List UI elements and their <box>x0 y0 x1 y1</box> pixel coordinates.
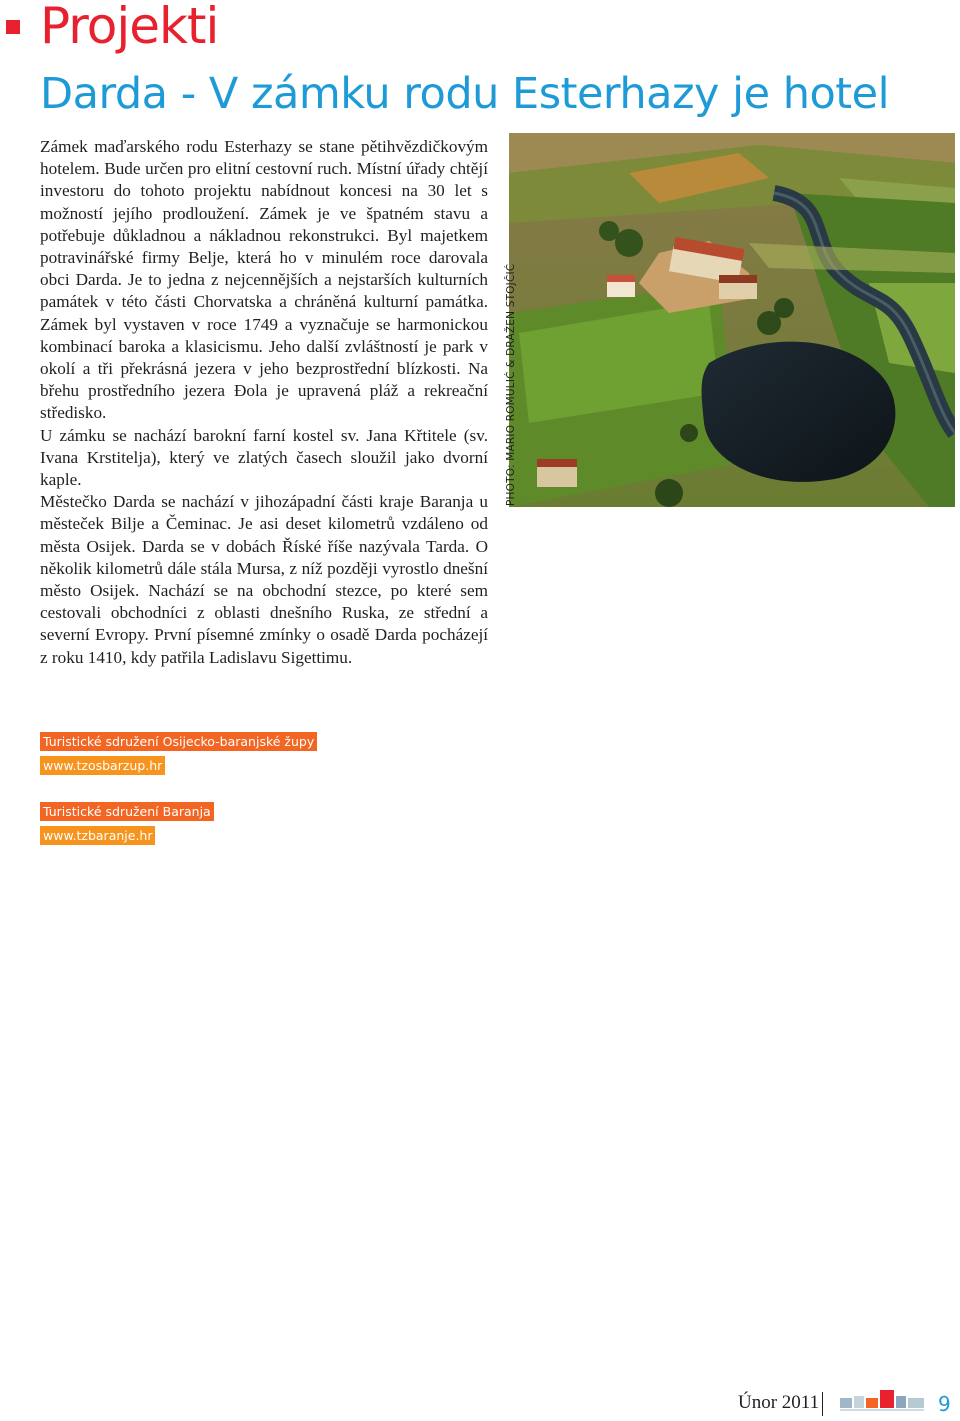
article-body <box>40 136 488 669</box>
photo-credit: PHOTO: MARIO ROMULIĆ & DRAŽEN STOJČIĆ <box>505 263 517 506</box>
article-paragraph: U zámku se nachází barokní farní kostel sv. Jana Křtitele (sv. Ivana Krstitelja), který ve zlatých časech sloužil jako dvorní kaple. <box>40 425 488 490</box>
contact-url-link[interactable]: www.tzbaranje.hr <box>40 826 155 845</box>
contact-name: Turistické sdružení Baranja <box>40 802 214 821</box>
contact-name: Turistické sdružení Osijecko-baranjské župy <box>40 732 317 751</box>
article-paragraph: Městečko Darda se nachází v jihozápadní části kraje Baranja u městeček Bilje a Čeminac. Je asi deset kilometrů vzdáleno od města Osijek. Darda se v dobách Říské říše nazývala Tarda. O několik kilometrů dále stála Mursa, z níž později vyrostlo dnešní město Osijek. Nachází se na obchodní stezce, po které sem cestovali obchodníci z oblasti dnešního Ruska, ze střední a severní Evropy. První písemné zmínky o osadě Darda pocházejí z roku 1410, kdy patřila Ladislavu Sigettimu. <box>40 492 488 667</box>
article-paragraph: Zámek maďarského rodu Esterhazy se stane pětihvězdičkovým hotelem. Bude určen pro elitní cestovní ruch. Místní úřady chtějí investoru do tohoto projektu nabídnout koncesi na 30 let s možností jejího prodloužení. Zámek je ve špatném stavu a potřebuje důkladnou a nákladnou rekonstrukci. Byl majetkem potravinářské firmy Belje, která ho v minulém roce darovala obci Darda. Je to jedna z nejcennějších a nejstarších kulturních památek v této části Chorvatska a chráněná kulturní památka. Zámek byl vystaven v roce 1749 a vyznačuje se harmonickou kombinací baroka a klasicismu. Jeho další zvláštností je park v okolí a tři překrásná jezera v jeho bezprostřední blízkosti. Na břehu prostředního jezera Đola je upravená pláž a rekreační středisko. <box>40 137 488 423</box>
page-number: 9 <box>938 1392 951 1416</box>
magazine-logo <box>836 1384 932 1421</box>
article-title: Darda - V zámku rodu Esterhazy je hotel <box>40 69 890 119</box>
aerial-photo <box>509 133 955 507</box>
section-title: Projekti <box>40 0 219 55</box>
issue-date: Únor 2011 <box>738 1392 820 1413</box>
contact-block <box>40 732 317 775</box>
contact-block <box>40 802 214 845</box>
section-marker <box>6 20 20 34</box>
contact-url-link[interactable]: www.tzosbarzup.hr <box>40 756 165 775</box>
footer-divider <box>822 1392 823 1416</box>
